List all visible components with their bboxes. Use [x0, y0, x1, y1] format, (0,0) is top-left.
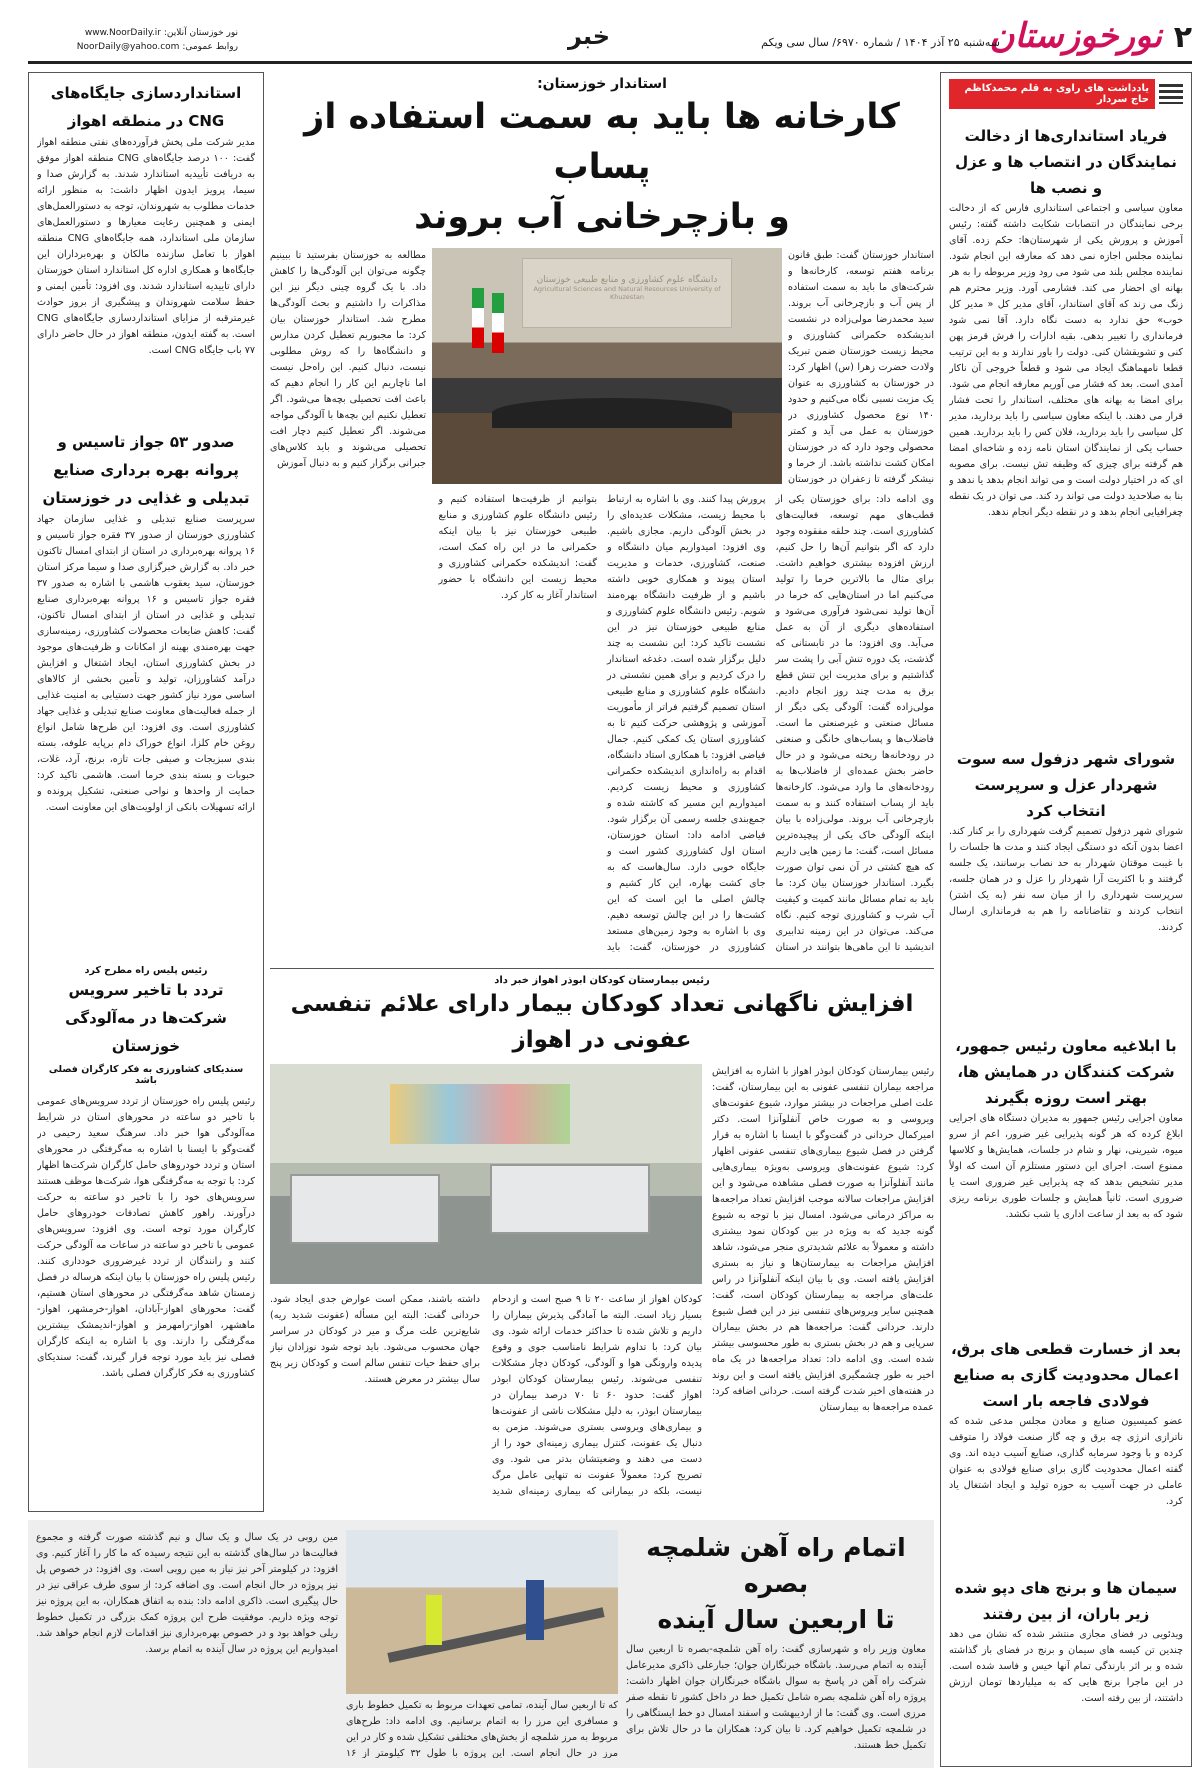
note-title: بعد از خسارت قطعی های برق، اعمال محدودیت گازی به صنایع فولادی فاجعه بار است [951, 1340, 1181, 1410]
main-col-right: استاندار خوزستان گفت: طبق قانون برنامه هفتم توسعه، کارخانه‌ها و شرکت‌های ما باید به سمت استفاده از پس آب و بازچرخانی آب بروند. سید محمدرضا مولی‌زاده در نشست اندیشکده حکمرانی کشاورزی و محیط زیست خوزستان ضمن تبریک ولادت حضرت زهرا (س) اظهار کرد: در خوزستان به کشاورزی به عنوان یک مزیت نسبی نگاه می‌کنیم و حدود ۱۴۰ نوع محصول کشاورزی در خوزستان به عمل می آید و کمتر محصولی وجود دارد که در خوزستان امکان کشت نداشته باشد. از خرما و نیشکر گرفته تا زعفران در خوزستان [788, 250, 934, 484]
main-headline [270, 92, 934, 242]
main-col-left: مطالعه به خوزستان بفرستید تا ببینیم چگونه می‌توان این آلودگی‌ها را کاهش داد. با یک گروه چینی دیگر نیز این مذاکرات را داشتیم و بحث آلودگی‌ها مطرح شد. استاندار خوزستان بیان کرد: ما مجبوریم تعطیل کردن مدارس و دانشگاه‌ها را که روش مطلوبی نیست، دنبال کنیم. این راه‌حل نیست اما ناچاریم این کار را انجام دهیم که باعث افت تحصیلی بچه‌ها می‌شود. اگر تعطیل نکنیم این بچه‌ها با آلودگی مواجه می‌شوند. اگر تعطیل کنیم دچار افت تحصیلی می‌شوند و باید کلاس‌های جبرانی برگزار کنیم و به دنبال آموزش [270, 250, 426, 469]
note-body: شورای شهر دزفول تصمیم گرفت شهرداری را بر کنار کند. اعضا بدون آنکه دو دستگی ایجاد کنند و مدت ها جلسات را با غیبت موقتان شهردار به حد نصاب برسانند، یک جلسه گرفتند و با اکثریت آرا شهردار را عزل و در همان جلسه، سرپرست شهرداری را از میان سه نفر (به یک اشتر) انتخاب کردند و تقاضانامه را هم به فرمانداری ارسال کردند. [949, 826, 1183, 933]
note-body: معاون اجرایی رئیس جمهور به مدیران دستگاه های اجرایی ابلاغ کرده که هر گونه پذیرایی غیر ضرور، اعم از سرو میوه، شیرینی، نهار و شام در جلسات، همایش‌ها و کلاسها ممنوع است. اجرای این دستور مستلزم آن است که اولاً مدیر تشخیص بدهد که چه پذیرایی غیر ضروری است یا ضروری است. ثانیاً همایش و جلسات طوری برنامه ریزی شود که به بعد از ساعت اداری یا شب نکشد. [949, 1113, 1183, 1220]
date-line: سه‌شنبه ۲۵ آذر ۱۴۰۴ / شماره ۶۹۷۰/ سال سی ویکم [761, 36, 1000, 49]
newspaper-logo: نورخوزستان [989, 16, 1162, 56]
rail-col-left: مین روبی در یک سال و یک سال و نیم گذشته صورت گرفته و مجموع فعالیت‌ها در سال‌های گذشته به این نتیجه رسیده که ما کار را آغاز کنیم. وی افزود: در کیلومتر آخر نیز نیاز به مین روبی است. وی افزود: در خصوص پل نیز پروژه در حال انجام است. وی اضافه کرد: از سوی طرف عراقی نیز در حال پیگیری است. ذاکری ادامه داد: بنده به اتفاق همکاران، به این پروژه نیز توجه ویژه داریم. موفقیت طرح این پروژه کمک بزرگی در تکمیل خطوط ریلی خواهد بود و در خصوص بهره‌برداری نیز اقدامات لازم انجام خواهد شد. امیدواریم این پروژه در سال آینده به اتمام برسد. [36, 1532, 338, 1655]
rail-col-middle: که تا اربعین سال آینده، تمامی تعهدات مربوط به تکمیل خطوط باری و مسافری این مرز را به اتمام برسانیم. وی ادامه داد: طرح‌های مربوط به مرز شلمچه از بخش‌های مختلفی تشکیل شده و کار در این مرز در حال انجام است. این پروژه با طول ۳۲ کیلومتر از ۱۶ [346, 1700, 618, 1758]
menu-lines-icon [1159, 84, 1183, 104]
hospital-ward-photo [270, 1064, 702, 1284]
note-body: ویدئویی در فضای مجازی منتشر شده که نشان می دهد چندین تن کیسه های سیمان و برنج در فضای باز گذاشته شده و بر اثر بارندگی تمام آنها خیس و فاسد شده است. در این ماجرا برنج هایی که به میلیاردها تومان ارزش داشتند، از بین رفته است. [949, 1629, 1183, 1704]
meeting-table [492, 398, 732, 428]
brief-kicker: رئیس پلیس راه مطرح کرد [84, 965, 208, 976]
brief-title: تردد با تاخیر سرویس شرکت‌ها در مه‌آلودگی خوزستان [65, 981, 227, 1055]
brief-title: استانداردسازی جایگاه‌های CNG در منطقه اهواز [50, 84, 242, 130]
hospital-col-right: رئیس بیمارستان کودکان ابوذر اهواز با اشاره به افزایش مراجعه بیماران تنفسی عفونی به این بیمارستان، گفت: علت اصلی مراجعات در بیشتر موارد، شیوع عفونت‌های ویروسی و به صورت خاص آنفلوآنزا است. دکتر امیرکمال حردانی در گفت‌وگو با ایسنا با اشاره به قرار گرفتن در فصل شیوع بیماری‌های تنفسی عفونی اظهار کرد: شیوع عفونت‌های ویروسی به‌ویژه بیماری‌هایی مانند آنفلوآنزا به صورت فصلی مشاهده می‌شود و این افزایش مراجعات سالانه موجب افزایش تعداد مراجعه‌ها به مراکز درمانی می‌شود. امسال نیز با توجه به شیوع گونه جدید که به ویژه در بین کودکان نمود بیشتری داشته و معمولاً به علائم شدیدتری منجر می‌شود، شاهد افزایش مراجعات به بیمارستان‌ها و نیاز به بستری افزایش یافته است. وی با بیان اینکه آنفلوآنزا در راس علت‌های مراجعه به بیمارستان کودکان است، گفت: همچنین سایر ویروس‌های تنفسی نیز در این فصل شیوع دارند. حردانی گفت: مراجعه‌ها هم در بخش بیماران سرپایی و هم در بخش بستری به طور محسوسی بیشتر شده است. وی ادامه داد: تعداد مراجعه‌ها در یک ماه اخیر به طور چشمگیری افزایش یافته است و این روند در هفته‌های اخیر شدت گرفته است. حردانی اضافه کرد: عمده مراجعه‌ها به بیمارستان [712, 1066, 934, 1413]
flag-icon [492, 293, 504, 353]
rail-headline-line: اتمام راه آهن شلمچه بصره [646, 1533, 906, 1598]
rail-col-right: معاون وزیر راه و شهرسازی گفت: راه آهن شلمچه-بصره تا اربعین سال آینده به اتمام می‌رسد. باشگاه خبرنگاران جوان؛ جبارعلی ذاکری مدیرعامل شرکت راه آهن در پاسخ به سوال باشگاه خبرنگاران جوان اظهار داشت: پروژه راه آهن شلمچه بصره شامل تکمیل خط در داخل کشور تا نقطه صفر مرزی است. وی گفت: ما از اردیبهشت و اسفند امسال دو خط ایستگاهی را در شلمچه تکمیل خواهیم کرد. تا بیان کرد: همکاران ما در حال تلاش برای تکمیل خط هستند. [626, 1644, 926, 1751]
section-title: خبر [568, 22, 611, 50]
banner-label: یادداشت های راوی به قلم محمدکاظم حاج سردار [949, 79, 1155, 109]
main-top-row [270, 248, 934, 484]
hospital-bed [290, 1174, 440, 1244]
note-title: سیمان ها و برنج های دپو شده زیر باران، از بین رفتند [954, 1579, 1178, 1623]
note-body: عضو کمیسیون صنایع و معادن مجلس مدعی شده که ناترازی انرژی چه برق و چه گاز صنعت فولاد را متوقف کرده و با وجود سرمایه گذاری، صنایع آسیب دیده اند. وی گفته اعمال محدودیت گازی برای صنایع فولادی به عنوان عاملی در جهت آسیب به حوزه تولید و ایجاد اشتغال یاد کرد. [949, 1416, 1183, 1507]
main-headline-line: کارخانه ها باید به سمت استفاده از پساب [304, 97, 900, 187]
brief-subtitle: سندیکای کشاورزی به فکر کارگران فصلی باشد [48, 1064, 244, 1086]
university-sign [522, 258, 732, 328]
rail-article [28, 1520, 934, 1768]
rail-right-block [626, 1530, 926, 1758]
brief-body: مدیر شرکت ملی پخش فرآورده‌های نفتی منطقه اهواز گفت: ۱۰۰ درصد جایگاه‌های CNG منطقه اهواز موفق به دریافت تأییدیه استاندارد شدند. به گزارش صدا و سیما، پرویز ایدون اظهار داشت: به منظور ارائه خدمات مطلوب به شهروندان، توجه به دستورالعمل‌های ایمنی و همچنین رعایت معیارها و دستورالعمل‌های سازمان ملی استاندارد، همه جایگاه‌های CNG منطقه اهواز با تعامل سازنده مالکان و بهره‌برداران این جایگاه‌ها و همکاری اداره کل استاندارد استان خوزستان دارای تاییدیه استاندارد شدند. وی افزود: تأمین ایمنی و حفظ سلامت شهروندان و پیشگیری از بروز حوادث غیرمترقبه از مزایای استانداردسازی جایگاه‌های CNG است. به گفته ایدون، منطقه اهواز در حال حاضر دارای ۷۷ باب جایگاه CNG است. [37, 137, 255, 356]
sign-text-fa: دانشگاه علوم کشاورزی و منابع طبیعی خوزستان [536, 275, 718, 285]
masthead [28, 18, 1192, 64]
notes-column [940, 72, 1192, 1767]
column-banner [949, 79, 1183, 109]
wall-mural [390, 1084, 570, 1144]
note-body: معاون سیاسی و اجتماعی استانداری فارس که از دخالت برخی نمایندگان در انتصابات شکایت داشته گفته: رئیس آموزش و پرورش یکی از شهرستان‌ها: حکم زده. آقای نماینده مجلس اجازه نمی دهد که معارفه این انجام شود. نماینده مجلس بلند می شود می رود وزیر مربوطه را به هر بهانه ای احضار می کند. فشارمی آورد. وزیر محترم هم زنگ می زند که آقای استاندار، آقای مدیر کل « مدیر کل خوب» حق ندارد به دست نگاه دارد. آقا نمی شود فرمانداری را تغییر بدهی. بقیه ادارات را فرش قرمز پهن کنی و تشویقشان کنی. دولت را باور ندارند و به این ترتیب قطعا نامهماهنگ ایجاد می شود و قطعاً خروجی آن ناکار آمدی است. بعد که فشار می آوریم معارفه انجام می شود. برای امضا به بهانه های مختلف، استاندار را تحت فشار قرار می دهند. با اینکه معاون سیاسی را باید بردارید، مدیر کل سیاسی را باید بردارید، فلان کس را باید بردارید. همین حساب یکی از نمایندگان استان نامه زده و شاخه‌ای امضا هم گرفته برای چیزی که وظیفه تش نیست. برای مصوبه ای که در اختیار دولت است و می تواند انجام بدهد یا ندهد و بنا به صلاحدید دولت می تواند رد کند. می توان در یک نقطه چغرافیایی انجام بدهد و در نقطه دیگر انجام ندهد. [949, 203, 1183, 518]
rail-headline [626, 1530, 926, 1638]
brief-body: سرپرست صنایع تبدیلی و غذایی سازمان جهاد کشاورزی خوزستان از صدور ۳۷ فقره جواز تاسیس و ۱۶ پروانه بهره‌برداری در استان از ابتدای امسال تاکنون خبر داد. به گزارش خبرگزاری صدا و سیما مرکز استان خوزستان، سید یعقوب هاشمی با اشاره به صدور ۳۷ فقره جواز تاسیس و ۱۶ پروانه بهره‌برداری صنایع تبدیلی و غذایی در استان از ابتدای امسال تاکنون، گفت: کاهش ضایعات محصولات کشاورزی، زمینه‌سازی جهت بهره‌مندی بهینه از امکانات و ظرفیت‌های موجود در بخش کشاورزی استان، ایجاد اشتغال و افزایش درآمد کشاورزان، تولید و تأمین بخشی از کالاهای اساسی مورد نیاز کشور جهت دستیابی به امنیت غذایی از جمله فعالیت‌های معاونت صنایع تبدیلی و غذایی جهاد کشاورزی است. وی افزود: این طرح‌ها شامل انواع روغن خام کلزا، انواع خوراک دام برپایه علوفه، بسته بندی سبزیجات و صیفی جات تازه، برنج، آرد، غلات، حبوبات و بسته بندی خرما است. هاشمی تاکید کرد: حمایت از واحدها و نواحی صنعتی، تشکیل پرونده و ارائه تسهیلات بانکی از اولویت‌های این معاونت است. [37, 514, 255, 813]
railway-photo [346, 1530, 618, 1694]
rail-middle-block [346, 1530, 618, 1758]
site-label: نور خوزستان آنلاین: [163, 28, 238, 38]
sign-text-en: Agricultural Sciences and Natural Resources University of Khuzestan [533, 285, 721, 301]
rail-headline-line: تا اربعین سال آینده [657, 1605, 895, 1634]
contact-email[interactable]: NoorDaily@yahoo.com [76, 42, 180, 52]
main-article [270, 72, 934, 962]
note-title: شورای شهر دزفول سه سوت شهردار عزل و سرپرست انتخاب کرد [956, 750, 1176, 820]
hospital-left-block [270, 1064, 702, 1513]
flag-icon [472, 288, 484, 348]
hospital-headline: افزایش ناگهانی تعداد کودکان بیمار دارای علائم تنفسی عفونی در اهواز [290, 991, 914, 1053]
hospital-body: کودکان اهواز از ساعت ۲۰ تا ۹ صبح است و ازدحام بسیار زیاد است. البته ما آمادگی پذیرش بیماران را داریم و تلاش شده تا حداکثر خدمات ارائه شود. وی بیان کرد: با تداوم شرایط نامناسب جوی و وقوع پدیده وارونگی هوا و آلودگی، کودکان دچار مشکلات تنفسی می‌شوند. رئیس بیمارستان کودکان ابوذر اهواز گفت: حدود ۶۰ تا ۷۰ درصد بیماران در بیمارستان ابوذر، به دلیل مشکلات ناشی از عفونت‌ها و بیماری‌های ویروسی بستری می‌شوند. مزمن به دنبال یک عفونت، کنترل بیماری زمینه‌ای خود را از دست می دهند و وضعیتشان بدتر می شود. وی تصریح کرد: معمولاً عفونت نه تنهایی عامل مرگ نیست، بلکه در بیمارانی که بیماری زمینه‌ای شدید داشته باشند، ممکن است عوارض جدی ایجاد شود. حردانی گفت: البته این مسأله (عفونت شدید ریه) شایع‌ترین علت مرگ و میر در کودکان در سراسر جهان محسوب می‌شود. باید توجه شود نوزادان نیاز برای حفظ حیات تنفس سالم است و کودکان زیر پنج سال بیشتر در معرض هستند. [270, 1294, 702, 1497]
brief-title: صدور ۵۳ جواز تاسیس و پروانه بهره برداری صنایع تبدیلی و غذایی در خوزستان [42, 433, 250, 507]
main-headline-line: و بازچرخانی آب بروند [414, 197, 790, 237]
worker-figure [526, 1580, 544, 1640]
hospital-article [270, 968, 934, 1513]
brief-body: رئیس پلیس راه خوزستان از تردد سرویس‌های عمومی با تاخیر دو ساعته در محورهای استان در شرایط مه‌آلودگی هوا خبر داد. سرهنگ سعید رحیمی در گفت‌وگو با ایسنا با اشاره به مه‌گرفتگی در محورهای استان و تردد خودروهای حامل کارگران شرکت‌ها اظهار کرد: با توجه به مه‌گرفتگی هوا، شرکت‌ها موظف هستند سرویس‌های خود را با تاخیر دو ساعته به حرکت درآورند. راهور کاهش تصادفات خودروهای حامل کارگران مورد توجه است. وی افزود: سرویس‌های عمومی با تاخیر دو ساعته در ساعات مه آلودگی حرکت کنند و رانندگان از تردد غیرضروری خودداری کنند. رئیس پلیس راه خوزستان با بیان اینکه هرساله در فصل زمستان شاهد مه‌گرفتگی در محورهای استان هستیم، گفت: محورهای اهواز-آبادان، اهواز-خرمشهر، اهواز-ماهشهر، اهواز-رامهرمز و اهواز-اندیمشک بیشترین مه‌گرفتگی را دارند. وی با اشاره به اینکه کارگران فصلی نیز باید مورد توجه قرار گیرند، گفت: سندیکای کشاورزی به فکر کارگران فصلی باشد. [37, 1096, 255, 1379]
meeting-photo [432, 248, 782, 484]
main-kicker: استاندار خوزستان: [537, 76, 667, 92]
site-url[interactable]: www.NoorDaily.ir [84, 28, 161, 38]
page-number: ۲ [1173, 20, 1192, 55]
note-title: فریاد استانداری‌ها از دخالت نمایندگان در انتصاب ها و عزل و نصب ها [955, 127, 1177, 197]
worker-figure [426, 1595, 442, 1645]
news-brief-column [28, 72, 264, 1512]
note-title: با ابلاغیه معاون رئیس جمهور، شرکت کنندگان در همایش ها، بهتر است روزه بگیرند [955, 1037, 1177, 1107]
hospital-bed [490, 1164, 650, 1234]
hospital-content [270, 1064, 934, 1513]
main-body: وی ادامه داد: برای خوزستان یکی از قطب‌های مهم توسعه، فعالیت‌های کشاورزی است. چند حلقه مفقوده وجود دارد که اگر بتوانیم آن‌ها را حل کنیم، ارزش افزوده بیشتری خواهیم داشت. برای مثال ما بالاترین خرما را تولید می‌کنیم اما در استان‌هایی که خرما در آن‌ها تولید نمی‌شود فرآوری می‌شود و استفاده‌های دیگری از آن به عمل می‌آید. وی افزود: ما در تابستانی که گذشت، یک دوره تنش آبی را پشت سر گذاشتیم و برای مدیریت این تنش قطع برق به مدت چند روز انجام دادیم. مولی‌زاده گفت: آلودگی یکی دیگر از مسائل صنعتی و غیرصنعتی ما است. فاضلاب‌ها و پساب‌های خانگی و صنعتی در رودخانه‌ها ریخته می‌شود و در حال حاضر بخش عمده‌ای از فاضلاب‌ها به رودخانه‌های ما وارد می‌شود. کارخانه‌ها باید از پساب استفاده کنند و به سمت بازچرخانی آب بروند. مولی‌زاده با بیان اینکه آلودگی خاک یکی از پیچیده‌ترین مسائل است، گفت: ما زمین هایی داریم که هیچ کشتی در آن نمی توان صورت بگیرد. استاندار خوزستان بیان کرد: ما باید به تمام مسائل مانند کمیت و کیفیت آب شرب و کشاورزی توجه کنیم. نگاه می‌کند. می‌توان در این زمینه تدابیری اندیشید تا این ماهی‌ها بتوانند در استان پرورش پیدا کنند. وی با اشاره به ارتباط با محیط زیست، مشکلات عدیده‌ای را در بخش آلودگی داریم. مجازی باشیم. وی افزود: امیدواریم میان دانشگاه و صنعت، کشاورزی، خدمات و مدیریت استان پیوند و همکاری خوبی داشته باشیم و از ظرفیت دانشگاه بهره‌مند شویم. رئیس دانشگاه علوم کشاورزی و منابع طبیعی خوزستان نیز در این نشست تاکید کرد: این نشست به چند دلیل برگزار شده است. دغدغه استاندار را درک کردیم و برای همین نشستی در دانشگاه علوم کشاورزی و منابع طبیعی استان تصمیم گرفتیم فراتر از مأموریت آموزشی و پژوهشی حرکت کنیم تا به کشاورزی استان یک کمکی کنیم. جمال فیاضی افزود: با همکاری استاد دانشگاه، اقدام به راه‌اندازی اندیشکده حکمرانی کشاورزی و محیط زیست کردیم. امیدواریم این مسیر که کاشته شده و جمع‌بندی جلسه رسمی آن برگزار شود. فیاضی ادامه داد: استان خوزستان، استان اول کشاورزی کشور است و جایگاه خوبی دارد. سال‌هاست که به جای کشت بهاره، این کار کشیم و چالش اصلی ما این است که این کشت‌ها را در این چالش توسعه دهیم. وی با اشاره به وجود زمین‌های مستعد کشاورزی در خوزستان، گفت: باید بتوانیم از ظرفیت‌ها استفاده کنیم و رئیس دانشگاه علوم کشاورزی و منابع طبیعی خوزستان نیز با بیان اینکه حکمرانی ما در این راه کمک است، گفت: اندیشکده حکمرانی کشاورزی و محیط زیست این دانشگاه با حضور استاندار آغاز به کار کرد. [438, 494, 934, 953]
rail-track [387, 1607, 604, 1663]
hospital-kicker: رئیس بیمارستان کودکان ابوذر اهواز خبر داد [494, 975, 710, 986]
pr-label: روابط عمومی: [182, 42, 238, 52]
